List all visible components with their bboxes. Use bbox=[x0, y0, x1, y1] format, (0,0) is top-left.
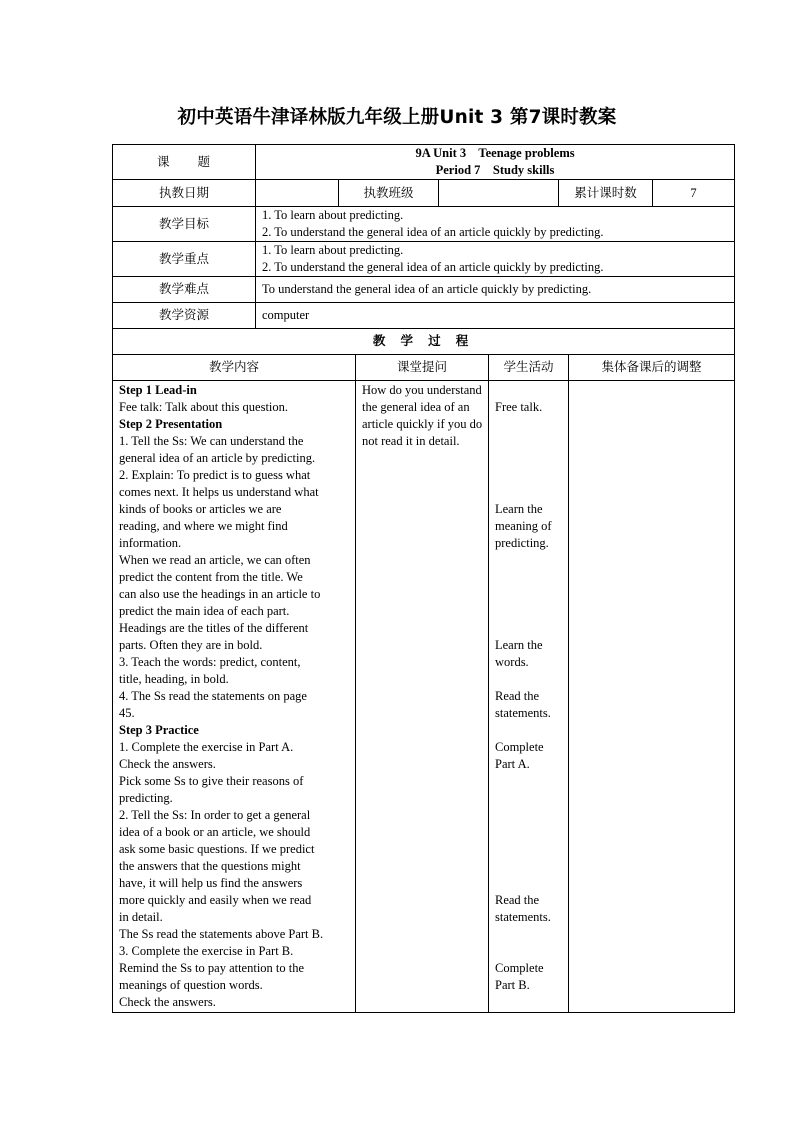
lesson-plan-table bbox=[112, 144, 735, 1013]
date-value bbox=[256, 180, 339, 207]
spacer bbox=[495, 824, 562, 841]
spacer bbox=[495, 416, 562, 433]
content-line: 2. Explain: To predict is to guess what bbox=[119, 468, 311, 482]
content-line: comes next. It helps us understand what bbox=[119, 485, 319, 499]
difficulty-value: To understand the general idea of an article quickly by predicting. bbox=[256, 277, 735, 303]
spacer bbox=[495, 841, 562, 858]
content-line: The Ss read the statements above Part B. bbox=[119, 927, 324, 941]
objectives-cell bbox=[256, 207, 735, 242]
content-line: can also use the headings in an article to bbox=[119, 587, 321, 601]
content-line: 3. Complete the exercise in Part B. bbox=[119, 944, 294, 958]
date-label: 执教日期 bbox=[113, 180, 256, 207]
question-line: How do you understand bbox=[362, 383, 482, 397]
meta-row bbox=[113, 180, 735, 207]
step-heading: Step 3 Practice bbox=[119, 723, 199, 737]
content-line: general idea of an article by predicting. bbox=[119, 451, 316, 465]
activity-line: predicting. bbox=[495, 536, 549, 550]
topic-line-period: Period 7 Study skills bbox=[435, 163, 555, 177]
student-activity bbox=[495, 739, 562, 773]
topic-row bbox=[113, 145, 735, 180]
content-line: Fee talk: Talk about this question. bbox=[119, 400, 289, 414]
spacer bbox=[495, 943, 562, 960]
student-activity bbox=[495, 399, 562, 416]
spacer bbox=[495, 450, 562, 467]
student-activity bbox=[495, 501, 562, 552]
topic-cell bbox=[256, 145, 735, 180]
column-header-content: 教学内容 bbox=[113, 355, 356, 381]
spacer bbox=[495, 620, 562, 637]
page-title: 初中英语牛津译林版九年级上册Unit 3 第7课时教案 bbox=[177, 107, 617, 128]
content-line: predicting. bbox=[119, 791, 173, 805]
student-activities-cell bbox=[489, 381, 569, 1013]
spacer bbox=[495, 603, 562, 620]
objectives-label: 教学目标 bbox=[113, 207, 256, 242]
student-activity bbox=[495, 688, 562, 722]
question-line: not read it in detail. bbox=[362, 434, 460, 448]
adjustments-cell bbox=[569, 381, 735, 1013]
spacer bbox=[495, 433, 562, 450]
activity-line: statements. bbox=[495, 910, 551, 924]
content-line: ask some basic questions. If we predict bbox=[119, 842, 315, 856]
content-line: have, it will help us find the answers bbox=[119, 876, 303, 890]
content-line: 45. bbox=[119, 706, 135, 720]
objectives-row bbox=[113, 207, 735, 242]
teaching-content-cell bbox=[113, 381, 356, 1013]
key-points-label: 教学重点 bbox=[113, 242, 256, 277]
content-line: reading, and where we might find bbox=[119, 519, 288, 533]
question-line: the general idea of an bbox=[362, 400, 470, 414]
content-line: the answers that the questions might bbox=[119, 859, 301, 873]
lesson-count-value: 7 bbox=[653, 180, 735, 207]
key-point-item: 1. To learn about predicting. bbox=[262, 243, 404, 257]
activity-line: Learn the bbox=[495, 638, 543, 652]
key-points-cell bbox=[256, 242, 735, 277]
content-line: idea of a book or an article, we should bbox=[119, 825, 311, 839]
classroom-questions-cell bbox=[356, 381, 489, 1013]
lesson-count-label: 累计课时数 bbox=[559, 180, 653, 207]
activity-line: Read the bbox=[495, 689, 540, 703]
activity-line: Learn the bbox=[495, 502, 543, 516]
activity-line: Part A. bbox=[495, 757, 530, 771]
class-label: 执教班级 bbox=[339, 180, 439, 207]
content-line: Check the answers. bbox=[119, 995, 216, 1009]
spacer bbox=[495, 552, 562, 569]
spacer bbox=[495, 807, 562, 824]
resources-label: 教学资源 bbox=[113, 303, 256, 329]
content-line: 2. Tell the Ss: In order to get a general bbox=[119, 808, 311, 822]
content-line: information. bbox=[119, 536, 182, 550]
student-activity bbox=[495, 960, 562, 994]
content-line: more quickly and easily when we read bbox=[119, 893, 312, 907]
spacer bbox=[495, 773, 562, 790]
activity-line: words. bbox=[495, 655, 529, 669]
spacer bbox=[495, 586, 562, 603]
spacer bbox=[495, 926, 562, 943]
content-line: in detail. bbox=[119, 910, 163, 924]
question-line: article quickly if you do bbox=[362, 417, 483, 431]
topic-label: 课 题 bbox=[113, 145, 256, 180]
spacer bbox=[495, 671, 562, 688]
spacer bbox=[495, 382, 562, 399]
process-columns-row bbox=[113, 355, 735, 381]
content-line: title, heading, in bold. bbox=[119, 672, 229, 686]
key-point-item: 2. To understand the general idea of an article quickly by predicting. bbox=[262, 260, 604, 274]
resources-row bbox=[113, 303, 735, 329]
process-heading-row bbox=[113, 329, 735, 355]
spacer bbox=[495, 484, 562, 501]
content-line: 4. The Ss read the statements on page bbox=[119, 689, 307, 703]
content-line: parts. Often they are in bold. bbox=[119, 638, 263, 652]
column-header-questions: 课堂提问 bbox=[356, 355, 489, 381]
objective-item: 1. To learn about predicting. bbox=[262, 208, 404, 222]
objective-item: 2. To understand the general idea of an article quickly by predicting. bbox=[262, 225, 604, 239]
step-heading: Step 2 Presentation bbox=[119, 417, 223, 431]
content-line: 1. Tell the Ss: We can understand the bbox=[119, 434, 304, 448]
spacer bbox=[495, 467, 562, 484]
resources-value: computer bbox=[256, 303, 735, 329]
content-line: 3. Teach the words: predict, content, bbox=[119, 655, 301, 669]
spacer bbox=[495, 875, 562, 892]
spacer bbox=[495, 790, 562, 807]
activity-line: Complete bbox=[495, 961, 544, 975]
student-activity bbox=[495, 892, 562, 926]
activity-line: Part B. bbox=[495, 978, 530, 992]
content-line: meanings of question words. bbox=[119, 978, 263, 992]
content-line: Remind the Ss to pay attention to the bbox=[119, 961, 305, 975]
content-line: When we read an article, we can often bbox=[119, 553, 311, 567]
topic-line-unit: 9A Unit 3 Teenage problems bbox=[415, 146, 575, 160]
class-value bbox=[439, 180, 559, 207]
activity-line: Free talk. bbox=[495, 400, 543, 414]
content-line: Pick some Ss to give their reasons of bbox=[119, 774, 304, 788]
content-line: kinds of books or articles we are bbox=[119, 502, 282, 516]
process-body-row bbox=[113, 381, 735, 1013]
spacer bbox=[495, 569, 562, 586]
spacer bbox=[495, 858, 562, 875]
activity-line: Complete bbox=[495, 740, 544, 754]
student-activity bbox=[495, 637, 562, 671]
step-heading: Step 1 Lead-in bbox=[119, 383, 197, 397]
difficulty-row bbox=[113, 277, 735, 303]
column-header-activities: 学生活动 bbox=[489, 355, 569, 381]
content-line: Check the answers. bbox=[119, 757, 216, 771]
activity-line: statements. bbox=[495, 706, 551, 720]
content-line: predict the main idea of each part. bbox=[119, 604, 290, 618]
key-points-row bbox=[113, 242, 735, 277]
spacer bbox=[495, 722, 562, 739]
content-line: 1. Complete the exercise in Part A. bbox=[119, 740, 294, 754]
process-heading: 教 学 过 程 bbox=[113, 329, 735, 355]
difficulty-label: 教学难点 bbox=[113, 277, 256, 303]
content-line: Headings are the titles of the different bbox=[119, 621, 309, 635]
content-line: predict the content from the title. We bbox=[119, 570, 303, 584]
column-header-adjustments: 集体备课后的调整 bbox=[569, 355, 735, 381]
activity-line: meaning of bbox=[495, 519, 552, 533]
activity-line: Read the bbox=[495, 893, 540, 907]
